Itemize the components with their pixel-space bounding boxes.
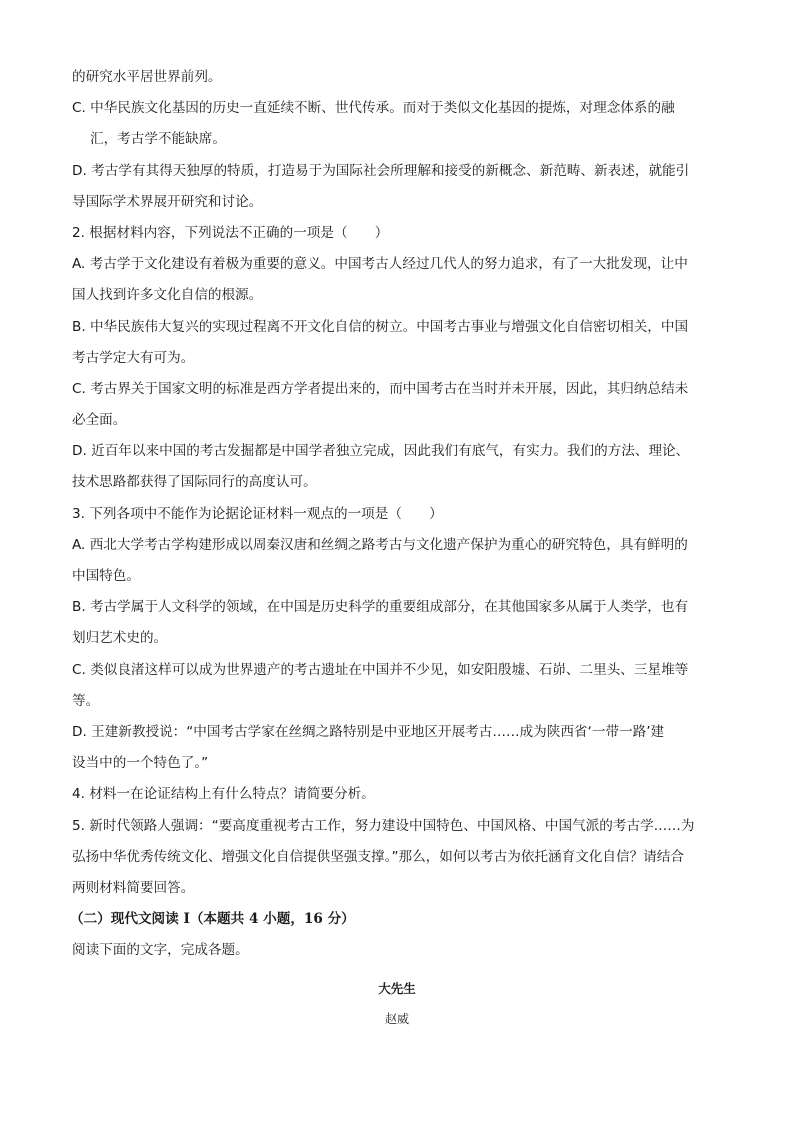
option-c-line: C. 中华民族文化基因的历史一直延续不断、世代传承。而对于类似文化基因的提炼，对理念体系的融: [72, 100, 675, 117]
option-b-line: B. 考古学属于人文科学的领域，在中国是历史科学的重要组成部分，在其他国家多从属于人类学，也有: [72, 599, 689, 616]
text-line: 划归艺术史的。: [72, 630, 168, 647]
story-author: 赵威: [384, 1012, 409, 1027]
text-line: 的研究水平居世界前列。: [72, 69, 222, 85]
option-a-line: A. 西北大学考古学构建形成以周秦汉唐和丝绸之路考古与文化遗产保护为重心的研究特色，具有鲜明的: [72, 536, 688, 553]
text-line: 弘扬中华优秀传统文化、增强文化自信提供坚强支撑。”那么，如何以考古为依托涵育文化自信？请结合: [72, 848, 684, 865]
option-c-line: C. 类似良渚这样可以成为世界遗产的考古遗址在中国并不少见，如安阳殷墟、石峁、二里头、三星堆等: [72, 661, 689, 678]
question-5: 5. 新时代领路人强调：“要高度重视考古工作，努力建设中国特色、中国风格、中国气派的考古学……为: [72, 817, 695, 834]
option-d-line: D. 考古学有其得天独厚的特质，打造易于为国际社会所理解和接受的新概念、新范畴、新表述，就能引: [72, 162, 690, 179]
option-b-line: B. 中华民族伟大复兴的实现过程离不开文化自信的树立。中国考古事业与增强文化自信密切相关，中国: [72, 318, 689, 335]
option-d-line: D. 近百年以来中国的考古发掘都是中国学者独立完成，因此我们有底气，有实力。我们的方法、理论、: [72, 443, 690, 460]
question-3: 3. 下列各项中不能作为论据论证材料一观点的一项是（ ）: [72, 505, 443, 522]
document-page: [72, 62, 722, 1034]
text-line: 必全面。: [72, 412, 127, 429]
instruction-text: 阅读下面的文字，完成各题。: [72, 942, 249, 959]
text-line: 两则材料简要回答。: [72, 879, 195, 896]
question-4: 4. 材料一在论证结构上有什么特点？请简要分析。: [72, 786, 375, 803]
text-line: 导国际学术界展开研究和讨论。: [72, 193, 263, 210]
option-d-line: D. 王建新教授说：“中国考古学家在丝绸之路特别是中亚地区开展考古……成为陕西省‘一带一路’建: [72, 723, 665, 740]
text-line: 技术思路都获得了国际同行的高度认可。: [72, 474, 317, 491]
text-line: 汇，考古学不能缺席。: [90, 131, 226, 148]
text-line: 国人找到许多文化自信的根源。: [72, 287, 263, 304]
option-a-line: A. 考古学于文化建设有着极为重要的意义。中国考古人经过几代人的努力追求，有了一大批发现，让中: [72, 256, 688, 273]
text-line: 考古学定大有可为。: [72, 349, 195, 366]
option-c-line: C. 考古界关于国家文明的标准是西方学者提出来的，而中国考古在当时并未开展，因此，其归纳总结未: [72, 380, 689, 397]
question-2: 2. 根据材料内容，下列说法不正确的一项是（ ）: [72, 224, 389, 241]
story-title: 大先生: [378, 981, 416, 997]
text-line: 中国特色。: [72, 568, 140, 584]
text-line: 设当中的一个特色了。”: [72, 755, 209, 772]
section-heading: （二）现代文阅读 I（本题共 4 小题，16 分）: [70, 911, 355, 928]
text-line: 等。: [72, 692, 100, 709]
